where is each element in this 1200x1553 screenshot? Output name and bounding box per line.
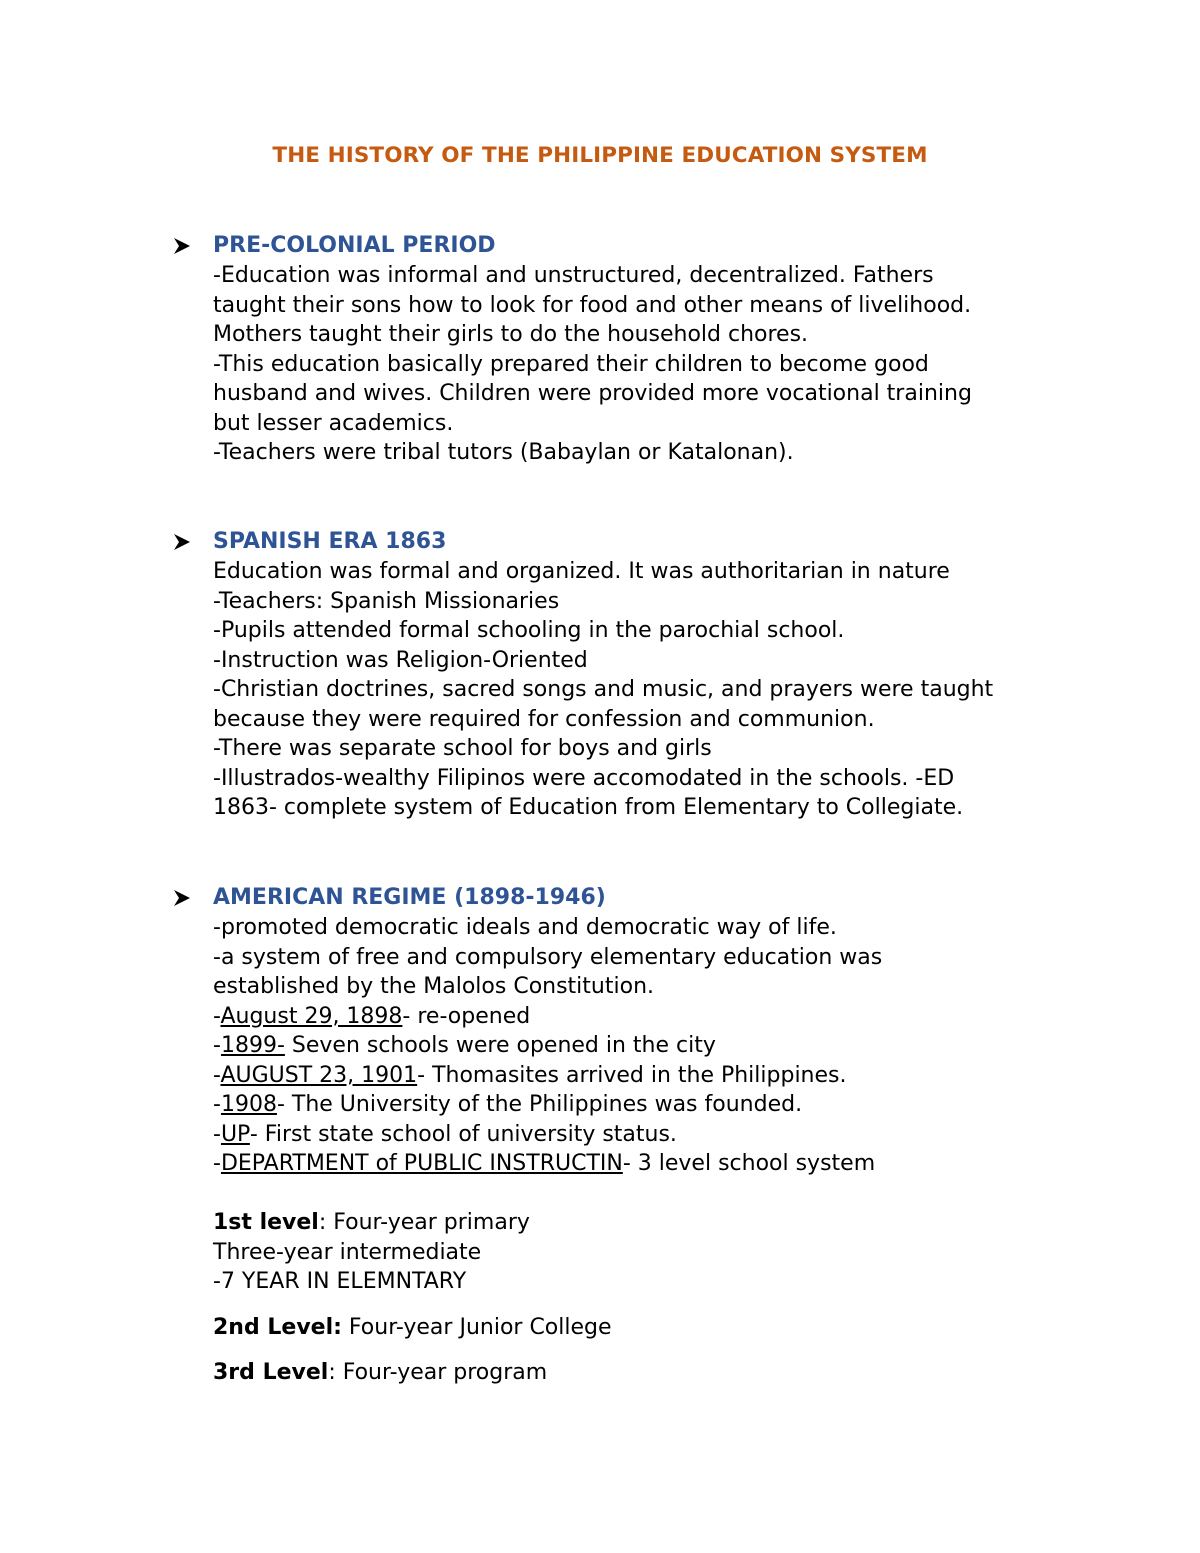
body-line: 1863- complete system of Education from Elementary to Collegiate. xyxy=(213,795,964,820)
page-title: THE HISTORY OF THE PHILIPPINE EDUCATION SYSTEM xyxy=(272,143,928,168)
arrowhead-bullet-icon xyxy=(173,533,191,551)
event-date: 1908 xyxy=(220,1092,277,1117)
section-heading: AMERICAN REGIME (1898-1946) xyxy=(213,885,606,910)
arrowhead-bullet-icon xyxy=(173,889,191,907)
timeline-event: -AUGUST 23, 1901- Thomasites arrived in the Philippines. xyxy=(213,1062,847,1088)
body-line: -Pupils attended formal schooling in the parochial school. xyxy=(213,618,845,643)
level-value: Four-year primary xyxy=(326,1210,530,1235)
body-line: but lesser academics. xyxy=(213,410,454,436)
body-line: because they were required for confession and communion. xyxy=(213,706,875,732)
level-second xyxy=(213,1313,1113,1343)
timeline-event: -1899- Seven schools were opened in the city xyxy=(213,1033,716,1058)
body-line: -a system of free and compulsory elementary education was xyxy=(213,944,883,970)
section-precolonial xyxy=(213,231,1113,468)
level-label: 1st level xyxy=(213,1210,319,1235)
event-date: 1899- xyxy=(220,1033,285,1058)
event-date: UP xyxy=(220,1121,250,1147)
body-line: taught their sons how to look for food and other means of livelihood. xyxy=(213,292,972,318)
event-date: AUGUST 23, 1901 xyxy=(220,1062,418,1088)
body-line: -promoted democratic ideals and democratic way of life. xyxy=(213,915,837,940)
body-line: -Instruction was Religion-Oriented xyxy=(213,647,588,673)
level-label: 3rd Level xyxy=(213,1360,329,1385)
arrowhead-bullet-icon xyxy=(173,237,191,255)
body-line: -Teachers were tribal tutors (Babaylan or Katalonan). xyxy=(213,440,794,465)
level-first: 1st level: Four-year primary Three-year intermediate -7 YEAR IN ELEMNTARY xyxy=(213,1208,1113,1297)
level-third: 3rd Level: Four-year program xyxy=(213,1360,548,1385)
body-line: -Christian doctrines, sacred songs and music, and prayers were taught xyxy=(213,677,994,702)
body-line: Education was formal and organized. It was authoritarian in nature xyxy=(213,559,950,584)
level-label: 2nd Level: xyxy=(213,1315,342,1340)
body-line: -There was separate school for boys and girls xyxy=(213,736,712,761)
timeline-event: -DEPARTMENT of PUBLIC INSTRUCTIN- 3 level school system xyxy=(213,1151,876,1176)
body-line: -Teachers: Spanish Missionaries xyxy=(213,588,560,614)
body-line: husband and wives. Children were provided more vocational training xyxy=(213,381,972,406)
section-spanish xyxy=(213,527,1113,823)
level-value: Four-year Junior College xyxy=(341,1315,612,1340)
body-line: -Education was informal and unstructured, decentralized. Fathers xyxy=(213,263,934,288)
section-heading: SPANISH ERA 1863 xyxy=(213,529,447,554)
timeline-event: -August 29, 1898- re-opened xyxy=(213,1003,531,1029)
section-american xyxy=(213,883,1113,1179)
timeline-event: -UP- First state school of university status. xyxy=(213,1121,677,1147)
body-line: Mothers taught their girls to do the household chores. xyxy=(213,322,809,347)
body-line: -Illustrados-wealthy Filipinos were accomodated in the schools. -ED xyxy=(213,765,955,791)
section-heading: PRE-COLONIAL PERIOD xyxy=(213,233,496,258)
level-value: Four-year program xyxy=(335,1360,548,1385)
timeline-event: -1908- The University of the Philippines was founded. xyxy=(213,1092,803,1117)
body-line: -This education basically prepared their children to become good xyxy=(213,351,929,377)
level-detail: Three-year intermediate xyxy=(213,1239,482,1265)
event-date: August 29, 1898 xyxy=(220,1003,403,1029)
body-line: established by the Malolos Constitution. xyxy=(213,974,654,999)
event-date: DEPARTMENT of PUBLIC INSTRUCTIN xyxy=(220,1151,623,1176)
level-detail: -7 YEAR IN ELEMNTARY xyxy=(213,1269,467,1294)
